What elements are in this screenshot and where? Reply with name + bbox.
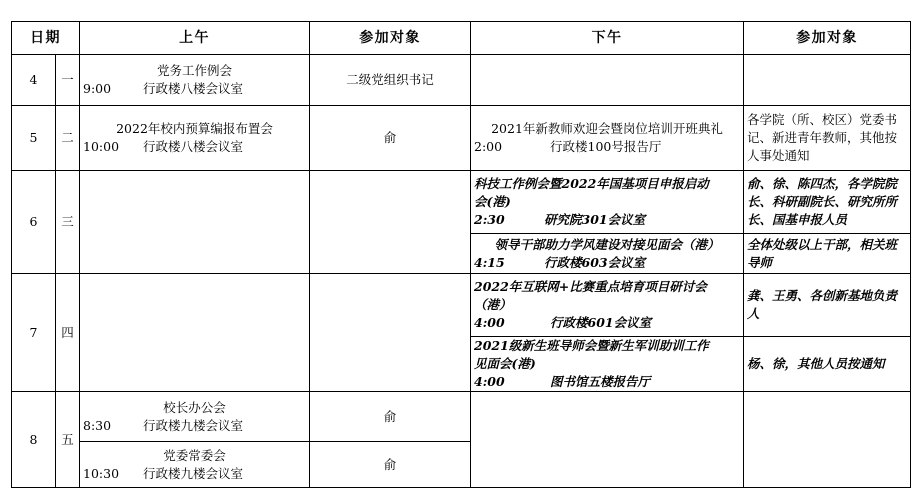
event-time: 9:00 <box>83 81 112 96</box>
morning-audience-empty <box>310 171 471 274</box>
event-title: 2021级新生班导师会暨新生军训助训工作 <box>474 338 709 353</box>
event-place: 行政楼八楼会议室 <box>143 81 244 96</box>
morning-event <box>80 442 310 488</box>
event-title: 2022年互联网+比赛重点培育项目研讨会 <box>474 279 707 294</box>
event-title: 领导干部助力学风建设对接见面会（港） <box>494 236 720 252</box>
afternoon-audience: 各学院（所、校区）党委书记、新进青年教师，其他按人事处通知 <box>744 106 911 171</box>
morning-event <box>80 106 310 171</box>
table-row <box>12 274 911 337</box>
afternoon-event <box>471 234 744 274</box>
event-place: 图书馆五楼报告厅 <box>550 374 651 389</box>
event-place: 行政楼九楼会议室 <box>143 417 244 433</box>
event-title: 科技工作例会暨2022年国基项目申报启动 <box>474 176 709 191</box>
morning-audience: 俞 <box>310 106 471 171</box>
weekday-cell: 五 <box>56 392 80 488</box>
event-place: 行政楼八楼会议室 <box>143 139 244 154</box>
event-title-cont: 会(港) <box>474 194 511 209</box>
event-title: 2021年新教师欢迎会暨岗位培训开班典礼 <box>491 121 723 136</box>
afternoon-event <box>471 274 744 337</box>
weekday-cell: 一 <box>56 55 80 106</box>
table-row <box>12 392 911 442</box>
header-date: 日期 <box>12 22 80 55</box>
event-place: 行政楼601会议室 <box>550 315 652 330</box>
morning-audience: 俞 <box>310 442 471 488</box>
table-row <box>12 55 911 106</box>
afternoon-audience: 全体处级以上干部，相关班导师 <box>744 234 911 274</box>
event-time: 8:30 <box>83 417 112 433</box>
date-cell: 7 <box>12 274 56 392</box>
morning-event <box>80 392 310 442</box>
table-row <box>12 106 911 171</box>
event-time: 10:30 <box>83 465 120 481</box>
date-cell: 5 <box>12 106 56 171</box>
weekday-cell: 三 <box>56 171 80 274</box>
afternoon-event-empty <box>471 55 744 106</box>
event-title: 党务工作例会 <box>156 63 232 78</box>
header-afternoon: 下午 <box>471 22 744 55</box>
morning-event <box>80 55 310 106</box>
weekday-cell: 四 <box>56 274 80 392</box>
header-row <box>12 22 911 55</box>
table-row <box>12 171 911 234</box>
event-place: 研究院301会议室 <box>544 212 646 227</box>
afternoon-event <box>471 337 744 392</box>
afternoon-audience-empty <box>744 55 911 106</box>
event-title: 2022年校内预算编报布置会 <box>116 121 273 136</box>
afternoon-audience-empty <box>744 392 911 488</box>
event-time: 4:15 <box>474 254 505 270</box>
event-time: 10:00 <box>83 139 120 154</box>
date-cell: 4 <box>12 55 56 106</box>
morning-event-empty <box>80 274 310 392</box>
afternoon-audience: 龚、王勇、各创新基地负责人 <box>744 274 911 337</box>
afternoon-event-empty <box>471 392 744 488</box>
event-time: 4:00 <box>474 374 505 389</box>
event-place: 行政楼九楼会议室 <box>143 465 244 481</box>
event-title: 党委常委会 <box>163 447 226 463</box>
morning-audience: 二级党组织书记 <box>310 55 471 106</box>
header-morning-audience: 参加对象 <box>310 22 471 55</box>
morning-event-empty <box>80 171 310 274</box>
event-time: 4:00 <box>474 315 505 330</box>
afternoon-audience: 杨、徐，其他人员按通知 <box>744 337 911 392</box>
header-afternoon-audience: 参加对象 <box>744 22 911 55</box>
afternoon-event <box>471 171 744 234</box>
event-title-cont: 见面会(港) <box>474 356 536 371</box>
date-cell: 8 <box>12 392 56 488</box>
event-title-cont: （港） <box>474 297 512 312</box>
afternoon-event <box>471 106 744 171</box>
event-place: 行政楼100号报告厅 <box>550 139 662 154</box>
weekly-schedule-table <box>11 21 911 488</box>
event-time: 2:00 <box>474 139 503 154</box>
date-cell: 6 <box>12 171 56 274</box>
event-title: 校长办公会 <box>163 399 226 415</box>
header-morning: 上午 <box>80 22 310 55</box>
event-time: 2:30 <box>474 212 505 227</box>
weekday-cell: 二 <box>56 106 80 171</box>
afternoon-audience: 俞、徐、陈四杰，各学院院长、科研副院长、研究所所长、国基申报人员 <box>744 171 911 234</box>
morning-audience: 俞 <box>310 392 471 442</box>
morning-audience-empty <box>310 274 471 392</box>
event-place: 行政楼603会议室 <box>544 254 646 270</box>
